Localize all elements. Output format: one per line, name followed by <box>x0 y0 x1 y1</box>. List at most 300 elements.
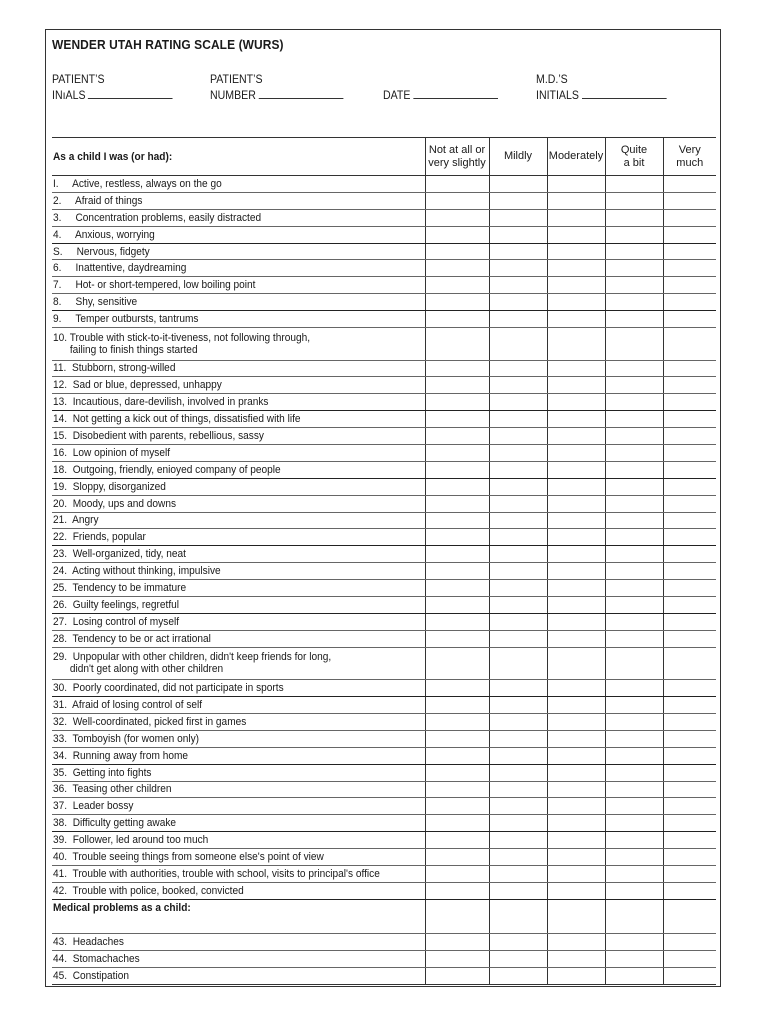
table-row <box>52 192 716 209</box>
rating-cell-not-at-all[interactable] <box>425 563 489 580</box>
rating-cell-moderately[interactable] <box>547 713 605 730</box>
rating-cell-very-much[interactable] <box>663 630 716 647</box>
rating-cell-not-at-all[interactable] <box>425 277 489 294</box>
rating-cell-moderately[interactable] <box>547 277 605 294</box>
rating-cell-quite-a-bit[interactable] <box>605 209 663 226</box>
md-initials-line[interactable] <box>582 88 667 99</box>
rating-cell-mildly[interactable] <box>489 176 547 193</box>
rating-cell-moderately[interactable] <box>547 865 605 882</box>
rating-cell-moderately[interactable] <box>547 512 605 529</box>
rating-cell-mildly[interactable] <box>489 546 547 563</box>
rating-cell-very-much[interactable] <box>663 596 716 613</box>
rating-cell-moderately[interactable] <box>547 495 605 512</box>
column-header-mildly: Mildly <box>489 138 547 176</box>
form-title: WENDER UTAH RATING SCALE (WURS) <box>52 37 284 52</box>
rating-cell-very-much[interactable] <box>663 968 716 985</box>
item-text: 11. Stubborn, strong-willed <box>52 360 425 377</box>
rating-cell-very-much[interactable] <box>663 294 716 311</box>
rating-cell-mildly[interactable] <box>489 613 547 630</box>
rating-cell-quite-a-bit[interactable] <box>605 461 663 478</box>
rating-cell-mildly[interactable] <box>489 630 547 647</box>
rating-cell-mildly[interactable] <box>489 360 547 377</box>
rating-cell-very-much[interactable] <box>663 311 716 328</box>
rating-cell-not-at-all[interactable] <box>425 798 489 815</box>
rating-cell-mildly[interactable] <box>489 209 547 226</box>
rating-cell-moderately[interactable] <box>547 630 605 647</box>
rating-cell-very-much[interactable] <box>663 411 716 428</box>
table-row <box>52 546 716 563</box>
rating-cell-very-much[interactable] <box>663 546 716 563</box>
rating-cell-mildly[interactable] <box>489 832 547 849</box>
rating-cell-moderately[interactable] <box>547 849 605 866</box>
rating-cell-very-much[interactable] <box>663 613 716 630</box>
patient-initials-label: INıALS <box>52 90 86 102</box>
item-text: 10. Trouble with stick-to-it-tiveness, not following through, failing to finish things started <box>52 328 425 361</box>
column-header-not-at-all: Not at all or very slightly <box>425 138 489 176</box>
rating-cell-mildly[interactable] <box>489 747 547 764</box>
rating-cell-moderately[interactable] <box>547 461 605 478</box>
md-initials-label: INITIALS <box>536 90 579 102</box>
rating-cell-not-at-all[interactable] <box>425 713 489 730</box>
item-text: 35. Getting into fights <box>52 764 425 781</box>
rating-cell-not-at-all[interactable] <box>425 747 489 764</box>
rating-cell-mildly[interactable] <box>489 580 547 597</box>
rating-cell-quite-a-bit[interactable] <box>605 176 663 193</box>
rating-cell-moderately[interactable] <box>547 478 605 495</box>
rating-cell-very-much[interactable] <box>663 832 716 849</box>
rating-cell-quite-a-bit[interactable] <box>605 596 663 613</box>
rating-cell-moderately[interactable] <box>547 377 605 394</box>
rating-cell-moderately[interactable] <box>547 730 605 747</box>
rating-cell-quite-a-bit[interactable] <box>605 730 663 747</box>
table-row <box>52 529 716 546</box>
date-line[interactable] <box>413 88 498 99</box>
rating-cell-mildly[interactable] <box>489 461 547 478</box>
table-row <box>52 882 716 899</box>
section-label: Medical problems as a child: <box>52 899 425 934</box>
rating-cell-quite-a-bit[interactable] <box>605 580 663 597</box>
rating-cell-not-at-all[interactable] <box>425 394 489 411</box>
rating-cell-mildly[interactable] <box>489 647 547 680</box>
rating-cell-mildly[interactable] <box>489 277 547 294</box>
rating-cell-not-at-all[interactable] <box>425 495 489 512</box>
rating-cell-moderately[interactable] <box>547 934 605 951</box>
rating-cell-quite-a-bit[interactable] <box>605 294 663 311</box>
rating-cell-quite-a-bit[interactable] <box>605 226 663 243</box>
rating-cell-mildly[interactable] <box>489 815 547 832</box>
table-row <box>52 832 716 849</box>
rating-cell-very-much[interactable] <box>663 713 716 730</box>
rating-cell-quite-a-bit[interactable] <box>605 277 663 294</box>
rating-cell-quite-a-bit[interactable] <box>605 260 663 277</box>
rating-cell-moderately[interactable] <box>547 951 605 968</box>
rating-cell-not-at-all[interactable] <box>425 613 489 630</box>
rating-cell-mildly[interactable] <box>489 951 547 968</box>
rating-cell-not-at-all[interactable] <box>425 478 489 495</box>
rating-cell-very-much[interactable] <box>663 444 716 461</box>
item-text: 41. Trouble with authorities, trouble with school, visits to principal's office <box>52 865 425 882</box>
rating-cell-mildly[interactable] <box>489 444 547 461</box>
column-header-quite-a-bit: Quite a bit <box>605 138 663 176</box>
table-row <box>52 647 716 680</box>
rating-cell-moderately[interactable] <box>547 647 605 680</box>
table-row <box>52 495 716 512</box>
rating-cell-moderately[interactable] <box>547 311 605 328</box>
rating-cell-not-at-all[interactable] <box>425 764 489 781</box>
item-text: 15. Disobedient with parents, rebellious, sassy <box>52 428 425 445</box>
rating-cell-very-much[interactable] <box>663 849 716 866</box>
section-header-row <box>52 899 716 934</box>
rating-cell-very-much[interactable] <box>663 730 716 747</box>
rating-cell-quite-a-bit[interactable] <box>605 563 663 580</box>
rating-cell-mildly[interactable] <box>489 764 547 781</box>
rating-cell-not-at-all[interactable] <box>425 209 489 226</box>
rating-cell-mildly[interactable] <box>489 311 547 328</box>
table-row <box>52 630 716 647</box>
rating-cell-very-much[interactable] <box>663 495 716 512</box>
item-text: I. Active, restless, always on the go <box>52 176 425 193</box>
rating-cell-quite-a-bit[interactable] <box>605 411 663 428</box>
patient-initials-line[interactable] <box>88 88 173 99</box>
rating-cell-very-much[interactable] <box>663 798 716 815</box>
rating-cell-mildly[interactable] <box>489 478 547 495</box>
rating-cell-quite-a-bit[interactable] <box>605 311 663 328</box>
rating-cell-mildly[interactable] <box>489 260 547 277</box>
item-text: 33. Tomboyish (for women only) <box>52 730 425 747</box>
rating-cell-quite-a-bit[interactable] <box>605 377 663 394</box>
rating-cell-quite-a-bit[interactable] <box>605 243 663 260</box>
patient-number-line[interactable] <box>259 88 344 99</box>
table-header-row <box>52 138 716 176</box>
item-text: 44. Stomachaches <box>52 951 425 968</box>
rating-cell-moderately[interactable] <box>547 680 605 697</box>
date-label: DATE <box>383 90 411 102</box>
rating-cell-not-at-all[interactable] <box>425 260 489 277</box>
rating-cell-very-much[interactable] <box>663 461 716 478</box>
rating-cell-moderately[interactable] <box>547 613 605 630</box>
rating-cell-moderately[interactable] <box>547 764 605 781</box>
rating-cell-quite-a-bit[interactable] <box>605 444 663 461</box>
rating-cell-very-much <box>663 899 716 934</box>
patient-number-field[interactable] <box>210 72 343 104</box>
rating-cell-quite-a-bit[interactable] <box>605 764 663 781</box>
rating-cell-very-much[interactable] <box>663 580 716 597</box>
table-row <box>52 260 716 277</box>
item-text: 7. Hot- or short-tempered, low boiling point <box>52 277 425 294</box>
rating-cell-not-at-all[interactable] <box>425 730 489 747</box>
rating-cell-not-at-all[interactable] <box>425 865 489 882</box>
table-row <box>52 377 716 394</box>
rating-cell-quite-a-bit[interactable] <box>605 951 663 968</box>
rating-cell-quite-a-bit[interactable] <box>605 713 663 730</box>
rating-cell-very-much[interactable] <box>663 176 716 193</box>
rating-cell-very-much[interactable] <box>663 934 716 951</box>
column-header-very-much: Very much <box>663 138 716 176</box>
rating-cell-very-much[interactable] <box>663 226 716 243</box>
rating-cell-not-at-all[interactable] <box>425 781 489 798</box>
table-row <box>52 781 716 798</box>
rating-cell-moderately[interactable] <box>547 328 605 361</box>
item-text: 42. Trouble with police, booked, convicted <box>52 882 425 899</box>
rating-cell-not-at-all[interactable] <box>425 546 489 563</box>
rating-cell-moderately[interactable] <box>547 360 605 377</box>
rating-cell-very-much[interactable] <box>663 260 716 277</box>
rating-cell-mildly[interactable] <box>489 882 547 899</box>
table-row <box>52 747 716 764</box>
item-text: 8. Shy, sensitive <box>52 294 425 311</box>
rating-cell-moderately[interactable] <box>547 260 605 277</box>
table-row <box>52 394 716 411</box>
rating-cell-mildly[interactable] <box>489 934 547 951</box>
item-text: 19. Sloppy, disorganized <box>52 478 425 495</box>
rating-cell-mildly[interactable] <box>489 781 547 798</box>
rating-cell-moderately[interactable] <box>547 747 605 764</box>
rating-cell-moderately[interactable] <box>547 192 605 209</box>
rating-cell-moderately[interactable] <box>547 563 605 580</box>
rating-cell-very-much[interactable] <box>663 781 716 798</box>
rating-cell-not-at-all[interactable] <box>425 815 489 832</box>
rating-cell-mildly[interactable] <box>489 512 547 529</box>
rating-cell-moderately[interactable] <box>547 176 605 193</box>
rating-cell-very-much[interactable] <box>663 865 716 882</box>
item-text: 3. Concentration problems, easily distracted <box>52 209 425 226</box>
rating-cell-quite-a-bit[interactable] <box>605 832 663 849</box>
rating-cell-moderately[interactable] <box>547 596 605 613</box>
item-text: 12. Sad or blue, depressed, unhappy <box>52 377 425 394</box>
rating-cell-not-at-all[interactable] <box>425 294 489 311</box>
item-text: 36. Teasing other children <box>52 781 425 798</box>
rating-cell-mildly[interactable] <box>489 596 547 613</box>
rating-cell-mildly[interactable] <box>489 849 547 866</box>
rating-cell-quite-a-bit[interactable] <box>605 512 663 529</box>
rating-cell-very-much[interactable] <box>663 951 716 968</box>
rating-cell-quite-a-bit[interactable] <box>605 747 663 764</box>
rating-cell-moderately[interactable] <box>547 882 605 899</box>
table-row <box>52 226 716 243</box>
rating-cell-not-at-all[interactable] <box>425 411 489 428</box>
rating-cell-quite-a-bit[interactable] <box>605 865 663 882</box>
rating-cell-mildly[interactable] <box>489 294 547 311</box>
rating-cell-very-much[interactable] <box>663 277 716 294</box>
rating-cell-mildly[interactable] <box>489 243 547 260</box>
table-row <box>52 294 716 311</box>
table-row <box>52 798 716 815</box>
table-row <box>52 444 716 461</box>
rating-cell-moderately[interactable] <box>547 781 605 798</box>
rating-cell-moderately[interactable] <box>547 798 605 815</box>
table-row <box>52 865 716 882</box>
rating-cell-quite-a-bit[interactable] <box>605 360 663 377</box>
rating-cell-very-much[interactable] <box>663 563 716 580</box>
rating-cell-not-at-all[interactable] <box>425 680 489 697</box>
rating-cell-moderately <box>547 899 605 934</box>
table-row <box>52 934 716 951</box>
rating-cell-moderately[interactable] <box>547 697 605 714</box>
rating-cell-quite-a-bit[interactable] <box>605 882 663 899</box>
rating-cell-not-at-all[interactable] <box>425 647 489 680</box>
rating-cell-mildly[interactable] <box>489 377 547 394</box>
rating-cell-moderately[interactable] <box>547 546 605 563</box>
rating-cell-not-at-all[interactable] <box>425 176 489 193</box>
table-row <box>52 277 716 294</box>
rating-cell-very-much[interactable] <box>663 747 716 764</box>
rating-cell-quite-a-bit[interactable] <box>605 546 663 563</box>
rating-cell-not-at-all[interactable] <box>425 849 489 866</box>
rating-cell-quite-a-bit[interactable] <box>605 478 663 495</box>
patient-number-label-top: PATIENT’S <box>210 74 263 86</box>
item-text: 27. Losing control of myself <box>52 613 425 630</box>
item-text: S. Nervous, fidgety <box>52 243 425 260</box>
table-row <box>52 563 716 580</box>
rating-cell-very-much[interactable] <box>663 882 716 899</box>
rating-cell-not-at-all[interactable] <box>425 697 489 714</box>
rating-cell-moderately[interactable] <box>547 243 605 260</box>
rating-cell-quite-a-bit[interactable] <box>605 680 663 697</box>
rating-cell-not-at-all[interactable] <box>425 832 489 849</box>
rating-cell-quite-a-bit[interactable] <box>605 192 663 209</box>
rating-cell-very-much[interactable] <box>663 478 716 495</box>
table-row <box>52 411 716 428</box>
rating-cell-mildly[interactable] <box>489 697 547 714</box>
rating-cell-moderately[interactable] <box>547 968 605 985</box>
rating-cell-quite-a-bit[interactable] <box>605 798 663 815</box>
rating-cell-mildly[interactable] <box>489 192 547 209</box>
rating-cell-mildly[interactable] <box>489 529 547 546</box>
rating-cell-mildly[interactable] <box>489 411 547 428</box>
rating-cell-very-much[interactable] <box>663 360 716 377</box>
rating-cell-moderately[interactable] <box>547 580 605 597</box>
rating-cell-very-much[interactable] <box>663 377 716 394</box>
rating-cell-not-at-all[interactable] <box>425 444 489 461</box>
rating-cell-very-much[interactable] <box>663 529 716 546</box>
table-row <box>52 596 716 613</box>
date-field[interactable] <box>383 88 498 104</box>
item-text: 22. Friends, popular <box>52 529 425 546</box>
rating-cell-very-much[interactable] <box>663 764 716 781</box>
rating-cell-very-much[interactable] <box>663 394 716 411</box>
rating-cell-moderately[interactable] <box>547 226 605 243</box>
rating-cell-quite-a-bit[interactable] <box>605 394 663 411</box>
rating-cell-very-much[interactable] <box>663 328 716 361</box>
rating-cell-moderately[interactable] <box>547 294 605 311</box>
item-text: 37. Leader bossy <box>52 798 425 815</box>
rating-cell-mildly[interactable] <box>489 226 547 243</box>
rating-cell-quite-a-bit[interactable] <box>605 428 663 445</box>
rating-cell-not-at-all[interactable] <box>425 360 489 377</box>
rating-cell-not-at-all[interactable] <box>425 512 489 529</box>
rating-cell-very-much[interactable] <box>663 697 716 714</box>
rating-cell-quite-a-bit[interactable] <box>605 647 663 680</box>
rating-cell-quite-a-bit[interactable] <box>605 613 663 630</box>
rating-cell-moderately[interactable] <box>547 209 605 226</box>
rating-cell-moderately[interactable] <box>547 394 605 411</box>
rating-cell-not-at-all[interactable] <box>425 428 489 445</box>
rating-cell-very-much[interactable] <box>663 680 716 697</box>
rating-cell-mildly[interactable] <box>489 713 547 730</box>
rating-cell-not-at-all[interactable] <box>425 461 489 478</box>
rating-cell-quite-a-bit[interactable] <box>605 697 663 714</box>
md-initials-field[interactable] <box>536 72 666 104</box>
rating-cell-quite-a-bit[interactable] <box>605 968 663 985</box>
item-text: 16. Low opinion of myself <box>52 444 425 461</box>
rating-table <box>52 137 716 985</box>
rating-cell-quite-a-bit[interactable] <box>605 849 663 866</box>
rating-cell-mildly[interactable] <box>489 865 547 882</box>
rating-cell-not-at-all[interactable] <box>425 328 489 361</box>
table-row <box>52 968 716 985</box>
rating-cell-very-much[interactable] <box>663 815 716 832</box>
rating-cell-mildly[interactable] <box>489 495 547 512</box>
rating-cell-quite-a-bit[interactable] <box>605 328 663 361</box>
rating-cell-quite-a-bit[interactable] <box>605 781 663 798</box>
rating-cell-moderately[interactable] <box>547 428 605 445</box>
rating-cell-not-at-all[interactable] <box>425 226 489 243</box>
rating-cell-mildly[interactable] <box>489 968 547 985</box>
item-text: 25. Tendency to be immature <box>52 580 425 597</box>
item-text: 30. Poorly coordinated, did not participate in sports <box>52 680 425 697</box>
rating-cell-quite-a-bit[interactable] <box>605 630 663 647</box>
rating-cell-moderately[interactable] <box>547 529 605 546</box>
rating-cell-quite-a-bit[interactable] <box>605 815 663 832</box>
rating-cell-not-at-all[interactable] <box>425 192 489 209</box>
rating-cell-not-at-all[interactable] <box>425 529 489 546</box>
rating-cell-not-at-all[interactable] <box>425 968 489 985</box>
table-row <box>52 613 716 630</box>
rating-cell-not-at-all[interactable] <box>425 243 489 260</box>
rating-cell-not-at-all <box>425 899 489 934</box>
rating-cell-mildly[interactable] <box>489 328 547 361</box>
rating-cell-quite-a-bit[interactable] <box>605 529 663 546</box>
rating-cell-not-at-all[interactable] <box>425 630 489 647</box>
rating-cell-not-at-all[interactable] <box>425 311 489 328</box>
rating-cell-not-at-all[interactable] <box>425 580 489 597</box>
item-text: 32. Well-coordinated, picked first in games <box>52 713 425 730</box>
rating-cell-mildly[interactable] <box>489 428 547 445</box>
rating-cell-moderately[interactable] <box>547 832 605 849</box>
rating-cell-mildly[interactable] <box>489 730 547 747</box>
rating-cell-quite-a-bit[interactable] <box>605 934 663 951</box>
table-row <box>52 951 716 968</box>
item-text: 38. Difficulty getting awake <box>52 815 425 832</box>
rating-cell-mildly[interactable] <box>489 563 547 580</box>
rating-cell-moderately[interactable] <box>547 815 605 832</box>
rating-cell-very-much[interactable] <box>663 428 716 445</box>
patient-initials-field[interactable] <box>52 72 173 104</box>
table-row <box>52 176 716 193</box>
rating-cell-very-much[interactable] <box>663 647 716 680</box>
item-text: 39. Follower, led around too much <box>52 832 425 849</box>
rating-cell-not-at-all[interactable] <box>425 596 489 613</box>
table-row <box>52 764 716 781</box>
rating-cell-not-at-all[interactable] <box>425 951 489 968</box>
rating-cell-quite-a-bit[interactable] <box>605 495 663 512</box>
table-row <box>52 428 716 445</box>
rating-cell-not-at-all[interactable] <box>425 882 489 899</box>
rating-cell-not-at-all[interactable] <box>425 377 489 394</box>
rating-cell-very-much[interactable] <box>663 209 716 226</box>
table-row <box>52 512 716 529</box>
rating-cell-mildly[interactable] <box>489 680 547 697</box>
rating-cell-mildly[interactable] <box>489 798 547 815</box>
rating-cell-moderately[interactable] <box>547 444 605 461</box>
item-text: 31. Afraid of losing control of self <box>52 697 425 714</box>
rating-cell-very-much[interactable] <box>663 243 716 260</box>
rating-cell-not-at-all[interactable] <box>425 934 489 951</box>
rating-cell-very-much[interactable] <box>663 512 716 529</box>
rating-cell-very-much[interactable] <box>663 192 716 209</box>
rating-cell-mildly[interactable] <box>489 394 547 411</box>
rating-cell-moderately[interactable] <box>547 411 605 428</box>
